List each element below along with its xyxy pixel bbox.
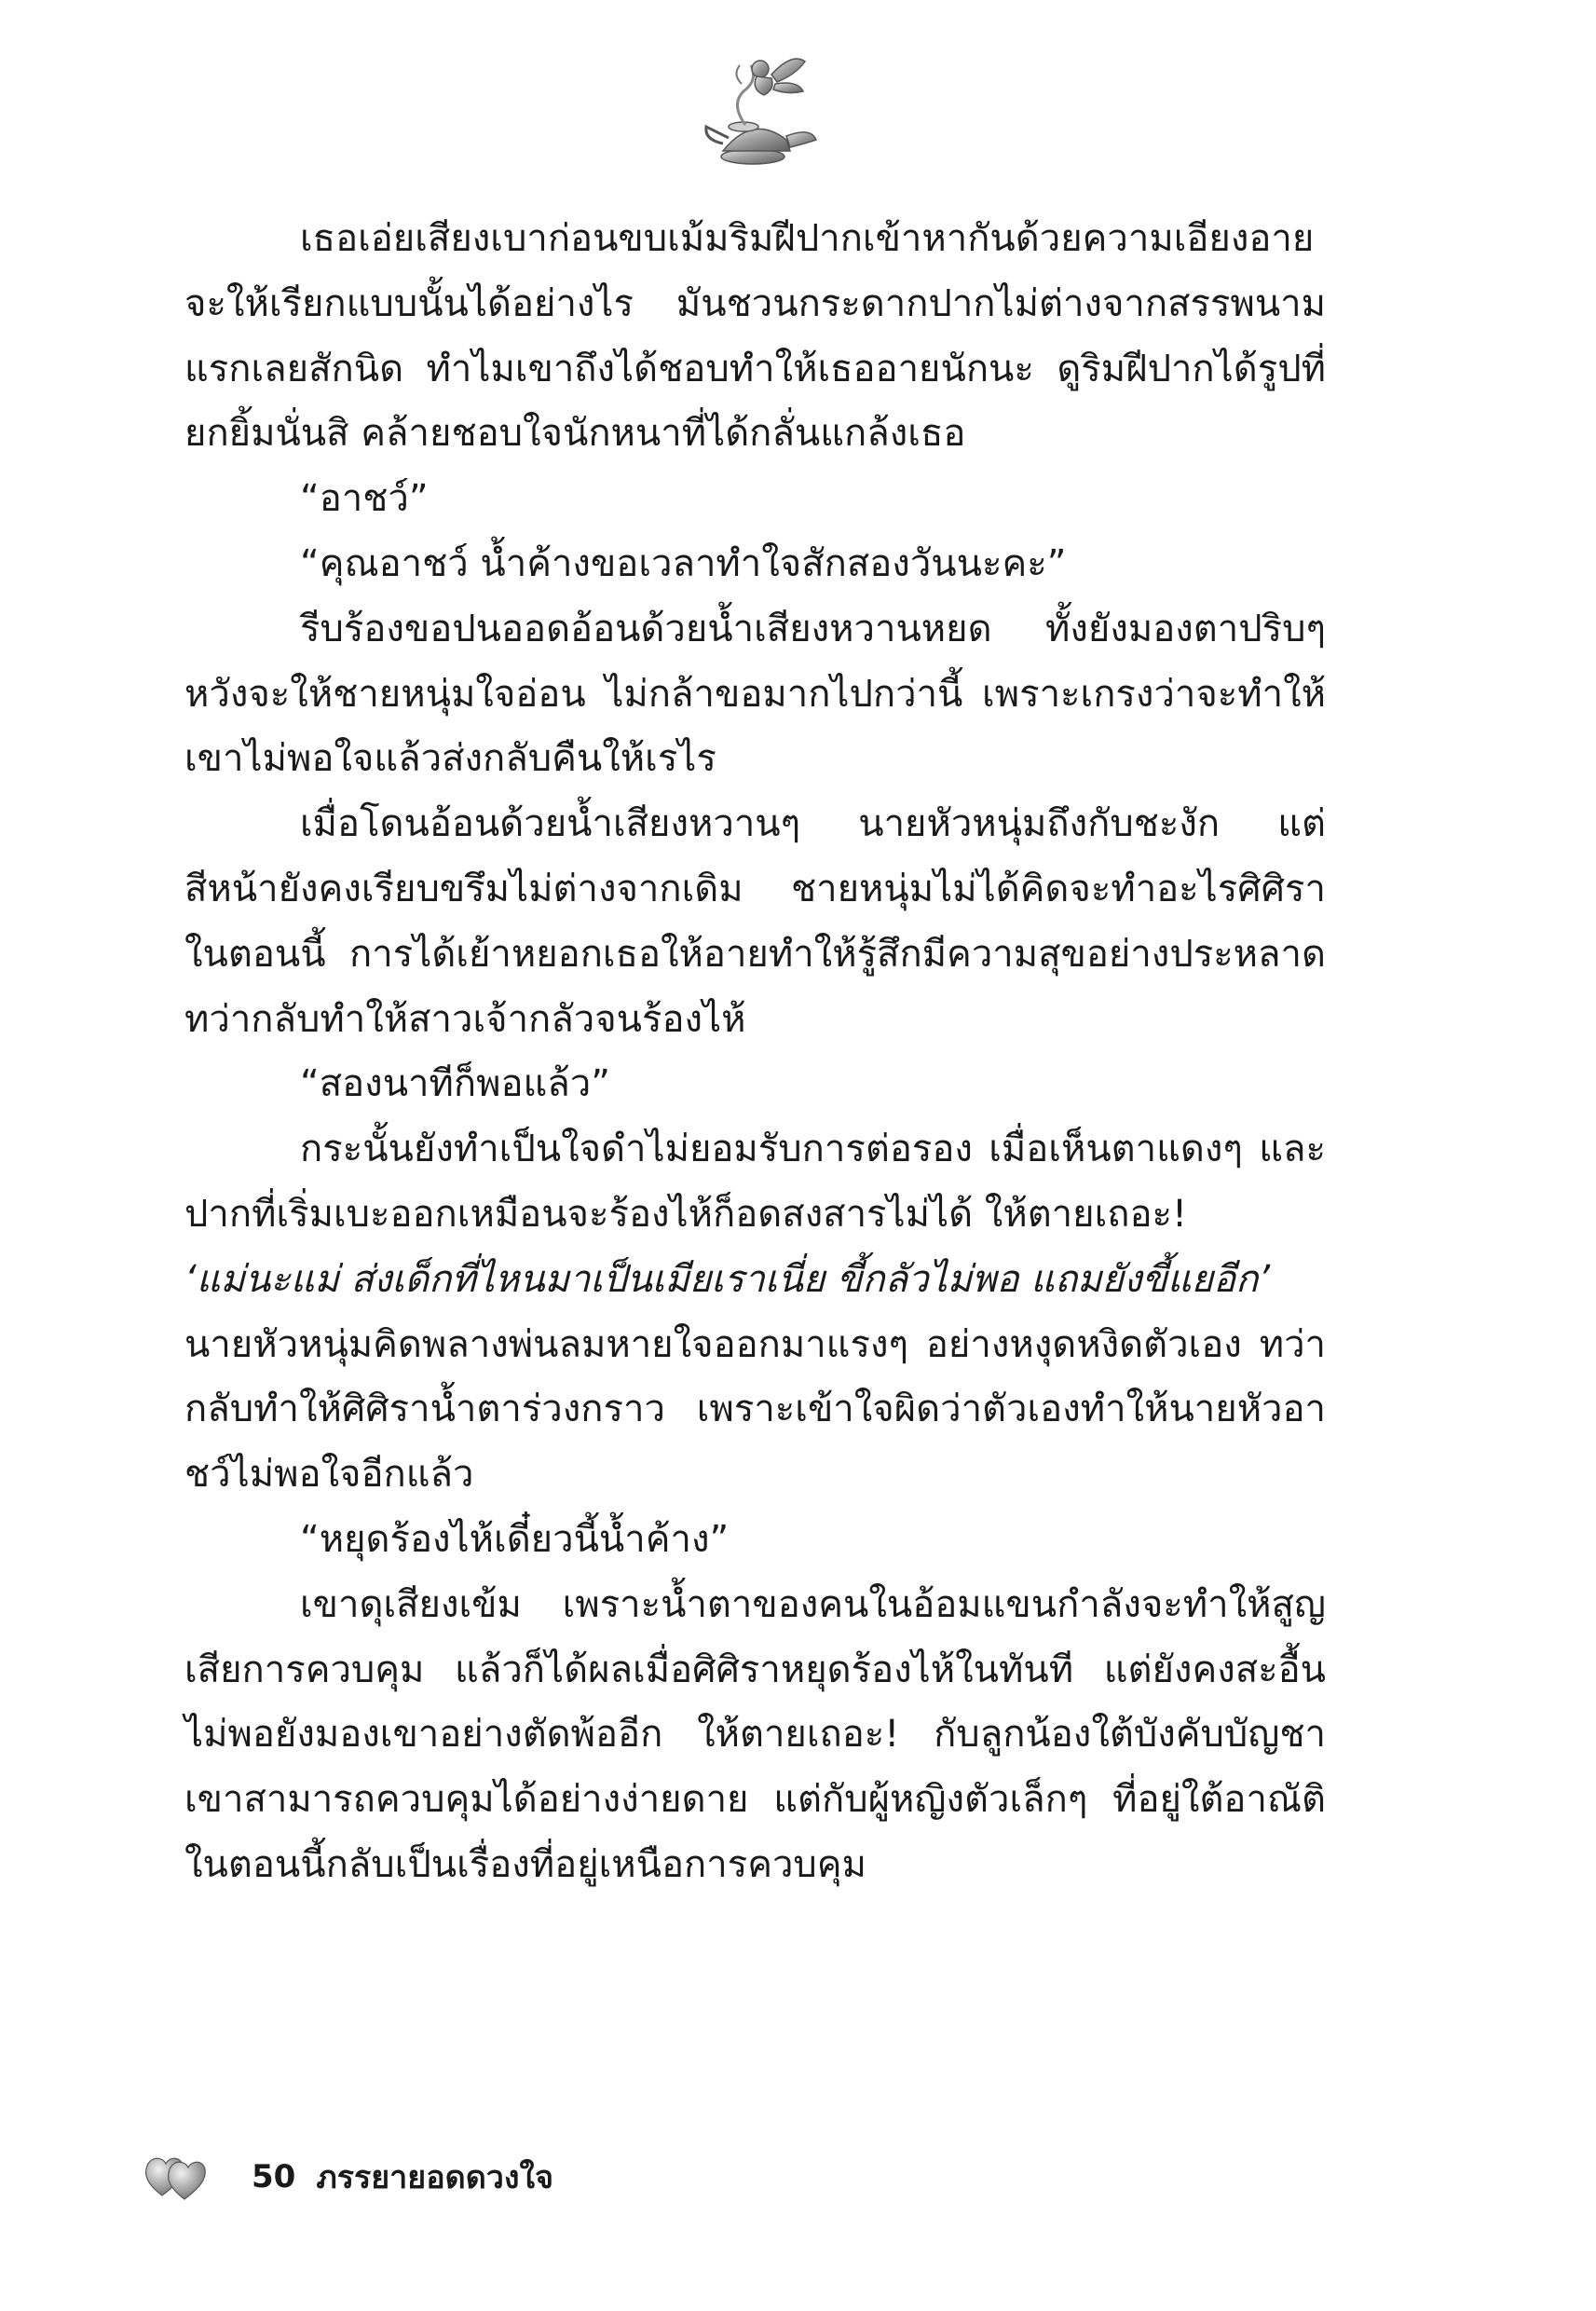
paragraph-2: รีบร้องขอปนออดอ้อนด้วยน้ำเสียงหวานหยด ทั้งยังมองตาปริบๆ หวังจะให้ชายหนุ่มใจอ่อน ไม่กล้าขอมากไปกว่านี้ เพราะเกรงว่าจะทำให้เขาไม่พอใจแล้วส่งกลับคืนให้เรไร	[184, 607, 1326, 781]
lamp-cupid-icon	[686, 47, 825, 172]
inner-thought: ‘แม่นะแม่ ส่งเด็กที่ไหนมาเป็นเมียเราเนี่ย ขี้กลัวไม่พอ แถมยังขี้แยอีก’	[184, 1257, 1271, 1301]
paragraph-1: เธอเอ่ยเสียงเบาก่อนขบเม้มริมฝีปากเข้าหากันด้วยความเอียงอาย จะให้เรียกแบบนั้นได้อย่างไร มันชวนกระดากปากไม่ต่างจากสรรพนามแรกเลยสักนิด ทำไมเขาถึงได้ชอบทำให้เธออายนักนะ ดูริมฝีปากได้รูปที่ยกยิ้มนั่นสิ คล้ายชอบใจนักหนาที่ได้กลั่นแกล้งเธอ	[184, 217, 1326, 456]
dialog-line-2: “คุณอาชว์ น้ำค้างขอเวลาทำใจสักสองวันนะคะ”	[300, 541, 1067, 585]
hearts-icon	[142, 2151, 209, 2203]
text-body	[184, 207, 1326, 1898]
dialog-line-1: “อาชว์”	[300, 477, 429, 521]
paragraph-6: เขาดุเสียงเข้ม เพราะน้ำตาของคนในอ้อมแขนกำลังจะทำให้สูญเสียการควบคุม แล้วก็ได้ผลเมื่อศิศิราหยุดร้องไห้ในทันที แต่ยังคงสะอื้น ไม่พอยังมองเขาอย่างตัดพ้ออีก ให้ตายเถอะ! กับลูกน้องใต้บังคับบัญชาเขาสามารถควบคุมได้อย่างง่ายดาย แต่กับผู้หญิงตัวเล็กๆ ที่อยู่ใต้อาณัติในตอนนี้กลับเป็นเรื่องที่อยู่เหนือการควบคุม	[184, 1582, 1326, 1886]
book-title: ภรรยายอดดวงใจ	[316, 2159, 553, 2196]
page-number: 50	[252, 2158, 296, 2195]
paragraph-5: นายหัวหนุ่มคิดพลางพ่นลมหายใจออกมาแรงๆ อย่างหงุดหงิดตัวเอง ทว่ากลับทำให้ศิศิราน้ำตาร่วงกราว เพราะเข้าใจผิดว่าตัวเองทำให้นายหัวอาชว์ไม่พอใจอีกแล้ว	[184, 1322, 1326, 1497]
page-footer	[142, 2147, 553, 2207]
paragraph-3: เมื่อโดนอ้อนด้วยน้ำเสียงหวานๆ นายหัวหนุ่มถึงกับชะงัก แต่สีหน้ายังคงเรียบขรึมไม่ต่างจากเดิม ชายหนุ่มไม่ได้คิดจะทำอะไรศิศิราในตอนนี้ การได้เย้าหยอกเธอให้อายทำให้รู้สึกมีความสุขอย่างประหลาด ทว่ากลับทำให้สาวเจ้ากลัวจนร้องไห้	[184, 802, 1326, 1041]
paragraph-4: กระนั้นยังทำเป็นใจดำไม่ยอมรับการต่อรอง เมื่อเห็นตาแดงๆ และปากที่เริ่มเบะออกเหมือนจะร้องไห้ก็อดสงสารไม่ได้ ให้ตายเถอะ!	[184, 1128, 1326, 1236]
dialog-line-3: “สองนาทีก็พอแล้ว”	[300, 1062, 610, 1106]
dialog-line-4: “หยุดร้องไห้เดี๋ยวนี้น้ำค้าง”	[300, 1517, 730, 1561]
